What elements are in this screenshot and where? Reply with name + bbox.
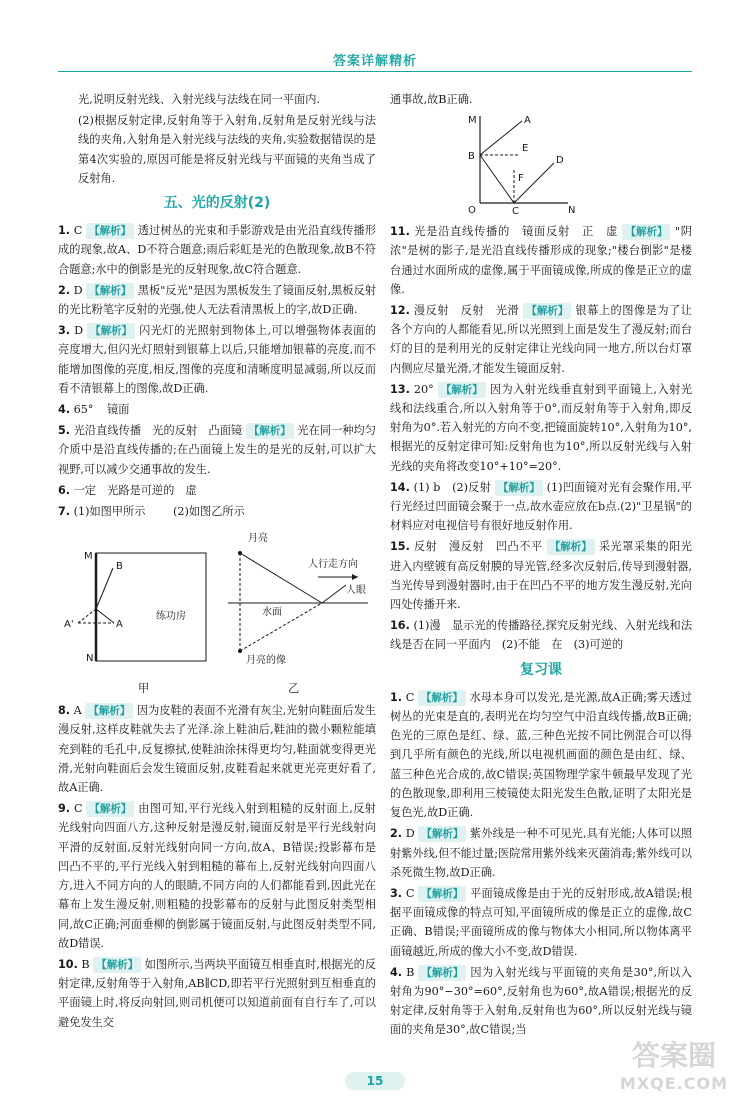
intro-paragraph: (2)根据反射定律,反射角等于入射角,反射角是反射光线与法线的夹角,入射角是入射光线与法线的夹角,实验数据错误的是第4次实验的,原因可能是将反射光线与平面镜的夹角当成了反射角. <box>78 114 376 185</box>
answer-item: 14. (1) b (2)反射 【解析】 (1)凹面镜对光有会聚作用,平行光经过凹面镜会聚于一点,故水壶应放在b点.(2)"卫星锅"的材料应对电视信号有很好地反射作用. <box>390 480 692 533</box>
figure-10 <box>390 111 692 216</box>
reflected-ray <box>322 585 346 603</box>
analysis-tag: 【解析】 <box>87 323 135 339</box>
answer-item: 12. 漫反射 反射 光滑 【解析】 银幕上的图像是为了让各个方向的人都能看见,所以光照到上面是发生了漫反射;而台灯的目的是利用光的反射定律让光线向同一地方,所以台灯罩内侧应尽量光滑,才能发生镜面反射. <box>390 304 692 375</box>
figure-jia <box>58 523 208 673</box>
moon-point <box>238 551 242 555</box>
watermark-text: 答案圈 <box>631 1039 716 1072</box>
answer-item: 11. 光是沿直线传播的 镜面反射 正 虚 【解析】 "阴浓"是树的影子,是光沿直线传播形成的现象;"楼台倒影"是楼台通过水面所成的虚像,属于平面镜成像,所成的像是正立的虚像. <box>390 225 692 296</box>
answer-item: 3. D 【解析】 闪光灯的光照射到物体上,可以增强物体表面的亮度增大,但闪光灯照射到银幕上以后,只能增加银幕的亮度,而不能增加图像的亮度,相反,图像的亮度和清晰度明显减弱,所以反而看不清银幕上的图像,故D正确. <box>58 324 377 395</box>
analysis-tag: 【解析】 <box>523 303 571 319</box>
analysis-tag: 【解析】 <box>86 801 134 817</box>
label-a-prime: A' <box>64 619 74 631</box>
caption-yi: 乙 <box>288 682 300 696</box>
analysis-tag: 【解析】 <box>86 223 134 239</box>
analysis-tag: 【解析】 <box>438 382 486 398</box>
label-water: 水面 <box>262 607 282 619</box>
figure-row <box>58 523 376 673</box>
answer-item: 1. C 【解析】 水母本身可以发光,是光源,故A正确;雾天透过树丛的光束是直的,表明光在均匀空气中沿直线传播,故B正确;色光的三原色是红、绿、蓝,三种色光按不同比例混合可以得到几乎所有颜色的光线,所以电视机画面的颜色是由红、绿、蓝三种色光合成的,故C错误;英国物理学家牛顿最早发现了光的色散现象,即利用三棱镜使太阳光发生色散,证明了太阳光是复色光,故D正确. <box>390 690 692 820</box>
label-o: O <box>468 205 476 217</box>
perpendicular-mirrors-diagram <box>450 111 580 216</box>
label-moon: 月亮 <box>248 533 268 545</box>
analysis-tag: 【解析】 <box>418 965 466 981</box>
label-moon-image: 月亮的像 <box>246 655 286 667</box>
analysis-tag: 【解析】 <box>547 539 595 555</box>
figure-yi <box>218 523 378 673</box>
label-b: B <box>116 561 123 573</box>
answer-item: 10. B 【解析】 如图所示,当两块平面镜互相垂直时,根据光的反射定律,反射角等于入射角,AB∥CD,即若平行光照射到互相垂直的平面镜上时,将反向射回,则司机便可以知道前面有自行车了,可以避免发生交 <box>58 957 376 1029</box>
analysis-tag: 【解析】 <box>418 690 466 706</box>
answer-item: 5. 光沿直线传播 光的反射 凸面镜 【解析】 光在同一种均匀介质中是沿直线传播的;在凸面镜上发生的是光的反射,可以扩大视野,可以减少交通事故的发生. <box>58 424 376 476</box>
label-d: D <box>556 155 564 167</box>
continued-text: 通事故,故B正确. <box>390 93 473 106</box>
analysis-tag: 【解析】 <box>418 886 466 902</box>
analysis-tag: 【解析】 <box>495 480 543 496</box>
analysis-tag: 【解析】 <box>86 283 134 299</box>
right-column <box>390 90 692 1042</box>
analysis-tag: 【解析】 <box>85 703 133 719</box>
reflected-ray <box>96 568 113 609</box>
label-e: E <box>522 143 529 155</box>
analysis-tag: 【解析】 <box>93 957 141 973</box>
analysis-tag: 【解析】 <box>622 224 670 240</box>
answer-item: 4. B 【解析】 因为入射光线与平面镜的夹角是30°,所以入射角为90°−30°=60°,反射角也为60°,故A错误;根据光的反射定律,反射角等于入射角,反射角也为60°,所以反射光线与镜面的夹角是30°,故C错误;当 <box>390 965 692 1037</box>
answer-item: 1. C 【解析】 透过树丛的光束和手影游戏是由光沿直线传播形成的现象,故A、D不符合题意;雨后彩虹是光的色散现象,故B不符合题意;水中的倒影是光的反射现象,故C符合题意. <box>58 224 377 276</box>
answer-item: 2. D 【解析】 黑板"反光"是因为黑板发生了镜面反射,黑板反射的光比粉笔字反射的光强,使人无法看清黑板上的字,故D正确. <box>58 283 377 317</box>
header-divider <box>58 71 692 72</box>
figure-captions <box>58 679 376 701</box>
label-a: A <box>116 619 123 631</box>
answer-item: 4. 65° 镜面 <box>58 403 130 417</box>
label-a: A <box>524 115 531 127</box>
answer-item: 2. D 【解析】 紫外线是一种不可见光,具有光能;人体可以照射紫外线,但不能过量;医院常用紫外线来灭菌消毒;紫外线可以杀死微生物,故D正确. <box>390 827 693 879</box>
answer-item: 15. 反射 漫反射 凹凸不平 【解析】 采光罩采集的阳光进入内壁镀有高反射膜的导光管,经多次反射后,传导到漫射器,当光传导到漫射器时,由于在凹凸不平的地方发生漫反射,光向四处传播开来. <box>390 540 692 612</box>
caption-jia: 甲 <box>138 682 150 696</box>
answer-item: 3. C 【解析】 平面镜成像是由于光的反射形成,故A错误;根据平面镜成像的特点可知,平面镜所成的像是正立的虚像,故C正确、B错误;平面镜所成的像与物体大小相同,所以物体离平面镜越近,所成的像大小不变,故D错误. <box>390 886 693 958</box>
section-title: 五、光的反射(2) <box>163 195 271 212</box>
answer-item: 7. (1)如图甲所示 (2)如图乙所示 <box>58 505 245 519</box>
ray-bc <box>480 155 514 203</box>
left-column <box>58 90 376 1034</box>
label-c: C <box>512 206 519 217</box>
answer-item: 16. (1)漫 显示光的传播路径,探究反射光线、入射光线和法线是否在同一平面内 (2)不能 在 (3)可逆的 <box>390 619 693 652</box>
watermark-logo <box>604 1034 744 1094</box>
intro-paragraph: 光,说明反射光线、入射光线与法线在同一平面内. <box>78 93 321 106</box>
page-number: 15 <box>345 1072 405 1090</box>
answer-item: 6. 一定 光路是可逆的 虚 <box>58 483 197 497</box>
answer-item: 8. A 【解析】 因为皮鞋的表面不光滑有灰尘,光射向鞋面后发生漫反射,这样皮鞋就失去了光泽.涂上鞋油后,鞋油的微小颗粒能填充到鞋的毛孔中,反复擦拭,使鞋油涂抹得更均匀,鞋面就变得更光滑,光射向鞋面后会发生镜面反射,皮鞋看起来就更光亮更好看了,故A正确. <box>58 704 377 795</box>
virtual-ray <box>78 609 96 623</box>
incident-ray <box>96 609 114 623</box>
label-eye: 人眼 <box>346 585 366 597</box>
analysis-tag: 【解析】 <box>246 423 294 439</box>
label-m: M <box>468 115 477 127</box>
answer-item: 9. C 【解析】 由图可知,平行光线入射到粗糙的反射面上,反射光线射向四面八方,这种反射是漫反射,镜面反射是平行光线射向平滑的反射面,反射光线射向同一方向,故A、B错误;投影幕布是凹凸不平的,平行光线入射到粗糙的幕布上,反射光线射向四面八方,进入不同方向的人的眼睛,不同方向的人们都能看到,因此光在幕布上发生漫反射,则粗糙的投影幕布的反射与此图反射类型相同,故C正确;河面垂柳的倒影属于镜面反射,与此图反射类型不同,故D错误. <box>58 802 376 950</box>
label-walk-direction: 人行走方向 <box>308 559 358 571</box>
page-header <box>0 0 750 72</box>
arrow-head <box>352 574 358 580</box>
answer-item: 13. 20° 【解析】 因为入射光线垂直射到平面镜上,入射光线和法线重合,所以入射角等于0°,而反射角等于入射角,即反射角为0°.若入射光的方向不变,把镜面旋转10°,入射角为10°,根据光的反射定律可知:反射角也为10°,所以反射光线与入射光线的夹角将改变10°+10°=20°. <box>390 382 693 473</box>
section-title: 复习课 <box>520 661 562 678</box>
room-label: 练功房 <box>156 611 186 623</box>
analysis-tag: 【解析】 <box>418 826 466 842</box>
moon-image-point <box>238 649 242 653</box>
watermark-url: MXQE.COM <box>619 1074 729 1093</box>
label-m: M <box>84 551 93 563</box>
label-b: B <box>468 151 475 163</box>
ray-ba <box>480 121 522 155</box>
header-title: 答案详解精析 <box>332 54 417 69</box>
label-f: F <box>518 173 524 185</box>
label-n: N <box>568 205 576 217</box>
label-n: N <box>86 653 94 665</box>
